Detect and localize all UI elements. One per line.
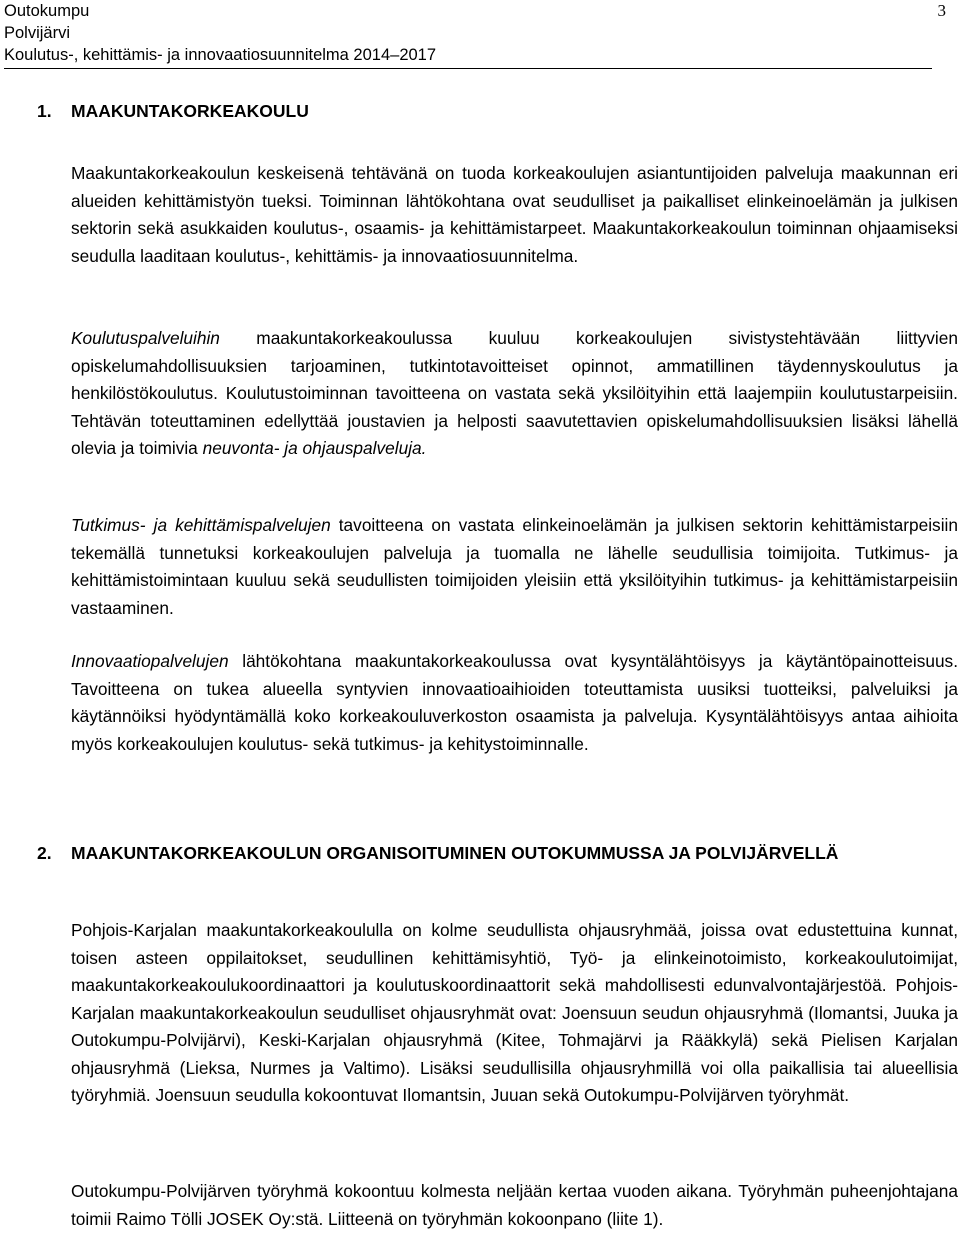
section-2-paragraph-2: Outokumpu-Polvijärven työryhmä kokoontuu kolmesta neljään kertaa vuoden aikana. Työryhmän puheenjohtajana toimii Raimo Tölli JOSEK Oy:stä. Liitteenä on työryhmän kokoonpano (liite 1). <box>71 1181 958 1229</box>
section-1-paragraph-2 <box>71 325 958 463</box>
section-1-paragraph-4 <box>71 648 958 758</box>
section-1-paragraph-1: Maakuntakorkeakoulun keskeisenä tehtävänä on tuoda korkeakoulujen asiantuntijoiden palveluja maakunnan eri alueiden kehittämistyön tueksi. Toiminnan lähtökohtana ovat seudulliset ja paikalliset elinkeinoelämän ja julkisen sektorin sekä asukkaiden koulutus-, osaamis- ja kehittämistarpeet. Maakuntakorkeakoulun toiminnan ohjaamiseksi seudulla laaditaan koulutus-, kehittämis- ja innovaatiosuunnitelma. <box>71 163 958 266</box>
page-number: 3 <box>937 1 946 20</box>
paragraph-2-body: maakuntakorkeakoulussa kuuluu korkeakoulujen sivistystehtävään liittyvien opiskelumahdollisuuksien tarjoaminen, tutkintotavoitteiset opinnot, ammatillinen täydennyskoulutus ja henkilöstökoulutus. Koulutustoiminnan tavoitteena on vastata sekä yksilöityihin että laajempiin koulutustarpeisiin. Tehtävän toteuttaminen edellyttää joustavien ja helposti saavutettavien opiskelumahdollisuuksien lisäksi lähellä olevia ja toimivia <box>71 328 958 458</box>
section-1-paragraph-3 <box>71 512 958 622</box>
header-divider <box>4 68 932 69</box>
section-2-paragraph-1: Pohjois-Karjalan maakuntakorkeakoululla on kolme seudullista ohjausryhmää, joissa ovat edustettuina kunnat, toisen asteen oppilaitokset, seudullinen kehittämisyhtiö, Työ- ja elinkeinotoimisto, korkeakoulutoimijat, maakuntakorkeakoulukoordinaattori ja koulutuskoordinaattorit sekä mahdollisesti edunvalvontajärjestöä. Pohjois-Karjalan maakuntakorkeakoulun seudulliset ohjausryhmät ovat: Joensuun seudun ohjausryhmä (Ilomantsi, Juuka ja Outokumpu-Polvijärvi), Keski-Karjalan ohjausryhmä (Kitee, Tohmajärvi ja Rääkkylä) sekä Pielisen Karjalan ohjausryhmä (Lieksa, Nurmes ja Valtimo). Lisäksi seudullisilla ohjausryhmillä voi olla paikallisia tai alueellisia työryhmiä. Joensuun seudulla kokoontuvat Ilomantsin, Juuan sekä Outokumpu-Polvijärven työryhmät. <box>71 920 958 1105</box>
header-document-title: Koulutus-, kehittämis- ja innovaatiosuunnitelma 2014–2017 <box>4 46 437 64</box>
term-innovaatiopalvelut: Innovaatiopalvelujen <box>71 651 229 671</box>
header-municipality-2: Polvijärvi <box>4 24 71 42</box>
section-1-heading <box>37 100 937 122</box>
header-municipality-1: Outokumpu <box>4 2 90 20</box>
paragraph-3-body: tavoitteena on vastata elinkeinoelämän ja julkisen sektorin kehittämistarpeisiin tekemällä tunnetuksi korkeakoulujen palveluja ja tuomalla ne lähelle seudullisia toimijoita. Tutkimus- ja kehittämistoimintaan kuuluu sekä seudullisten toimijoiden yleisiin että yksilöityihin tutkimus- ja kehittämistarpeisiin vastaaminen. <box>71 515 958 618</box>
term-tutkimus-kehittamis: Tutkimus- ja kehittämispalvelujen <box>71 515 331 535</box>
paragraph-4-body: lähtökohtana maakuntakorkeakoulussa ovat kysyntälähtöisyys ja käytäntöpainotteisuus. Tavoitteena on tukea alueella syntyvien innovaatioaihioiden toteuttamista uusiksi tuotteiksi, palveluiksi ja käytännöiksi hyödyntämällä koko korkeakouluverkoston osaamista ja palveluja. Kysyntälähtöisyys antaa aihioita myös korkeakoulujen koulutus- sekä tutkimus- ja kehitystoiminnalle. <box>71 651 958 754</box>
section-2-number: 2. <box>37 843 52 863</box>
page-header <box>4 0 436 66</box>
section-2-title: MAAKUNTAKORKEAKOULUN ORGANISOITUMINEN OUTOKUMMUSSA JA POLVIJÄRVELLÄ <box>71 843 839 863</box>
section-1-title: MAAKUNTAKORKEAKOULU <box>71 101 309 121</box>
section-1-number: 1. <box>37 101 52 121</box>
section-2-heading <box>37 842 937 864</box>
term-koulutuspalvelut: Koulutuspalveluihin <box>71 328 220 348</box>
term-neuvonta-ohjaus: neuvonta- ja ohjauspalveluja. <box>202 438 427 458</box>
